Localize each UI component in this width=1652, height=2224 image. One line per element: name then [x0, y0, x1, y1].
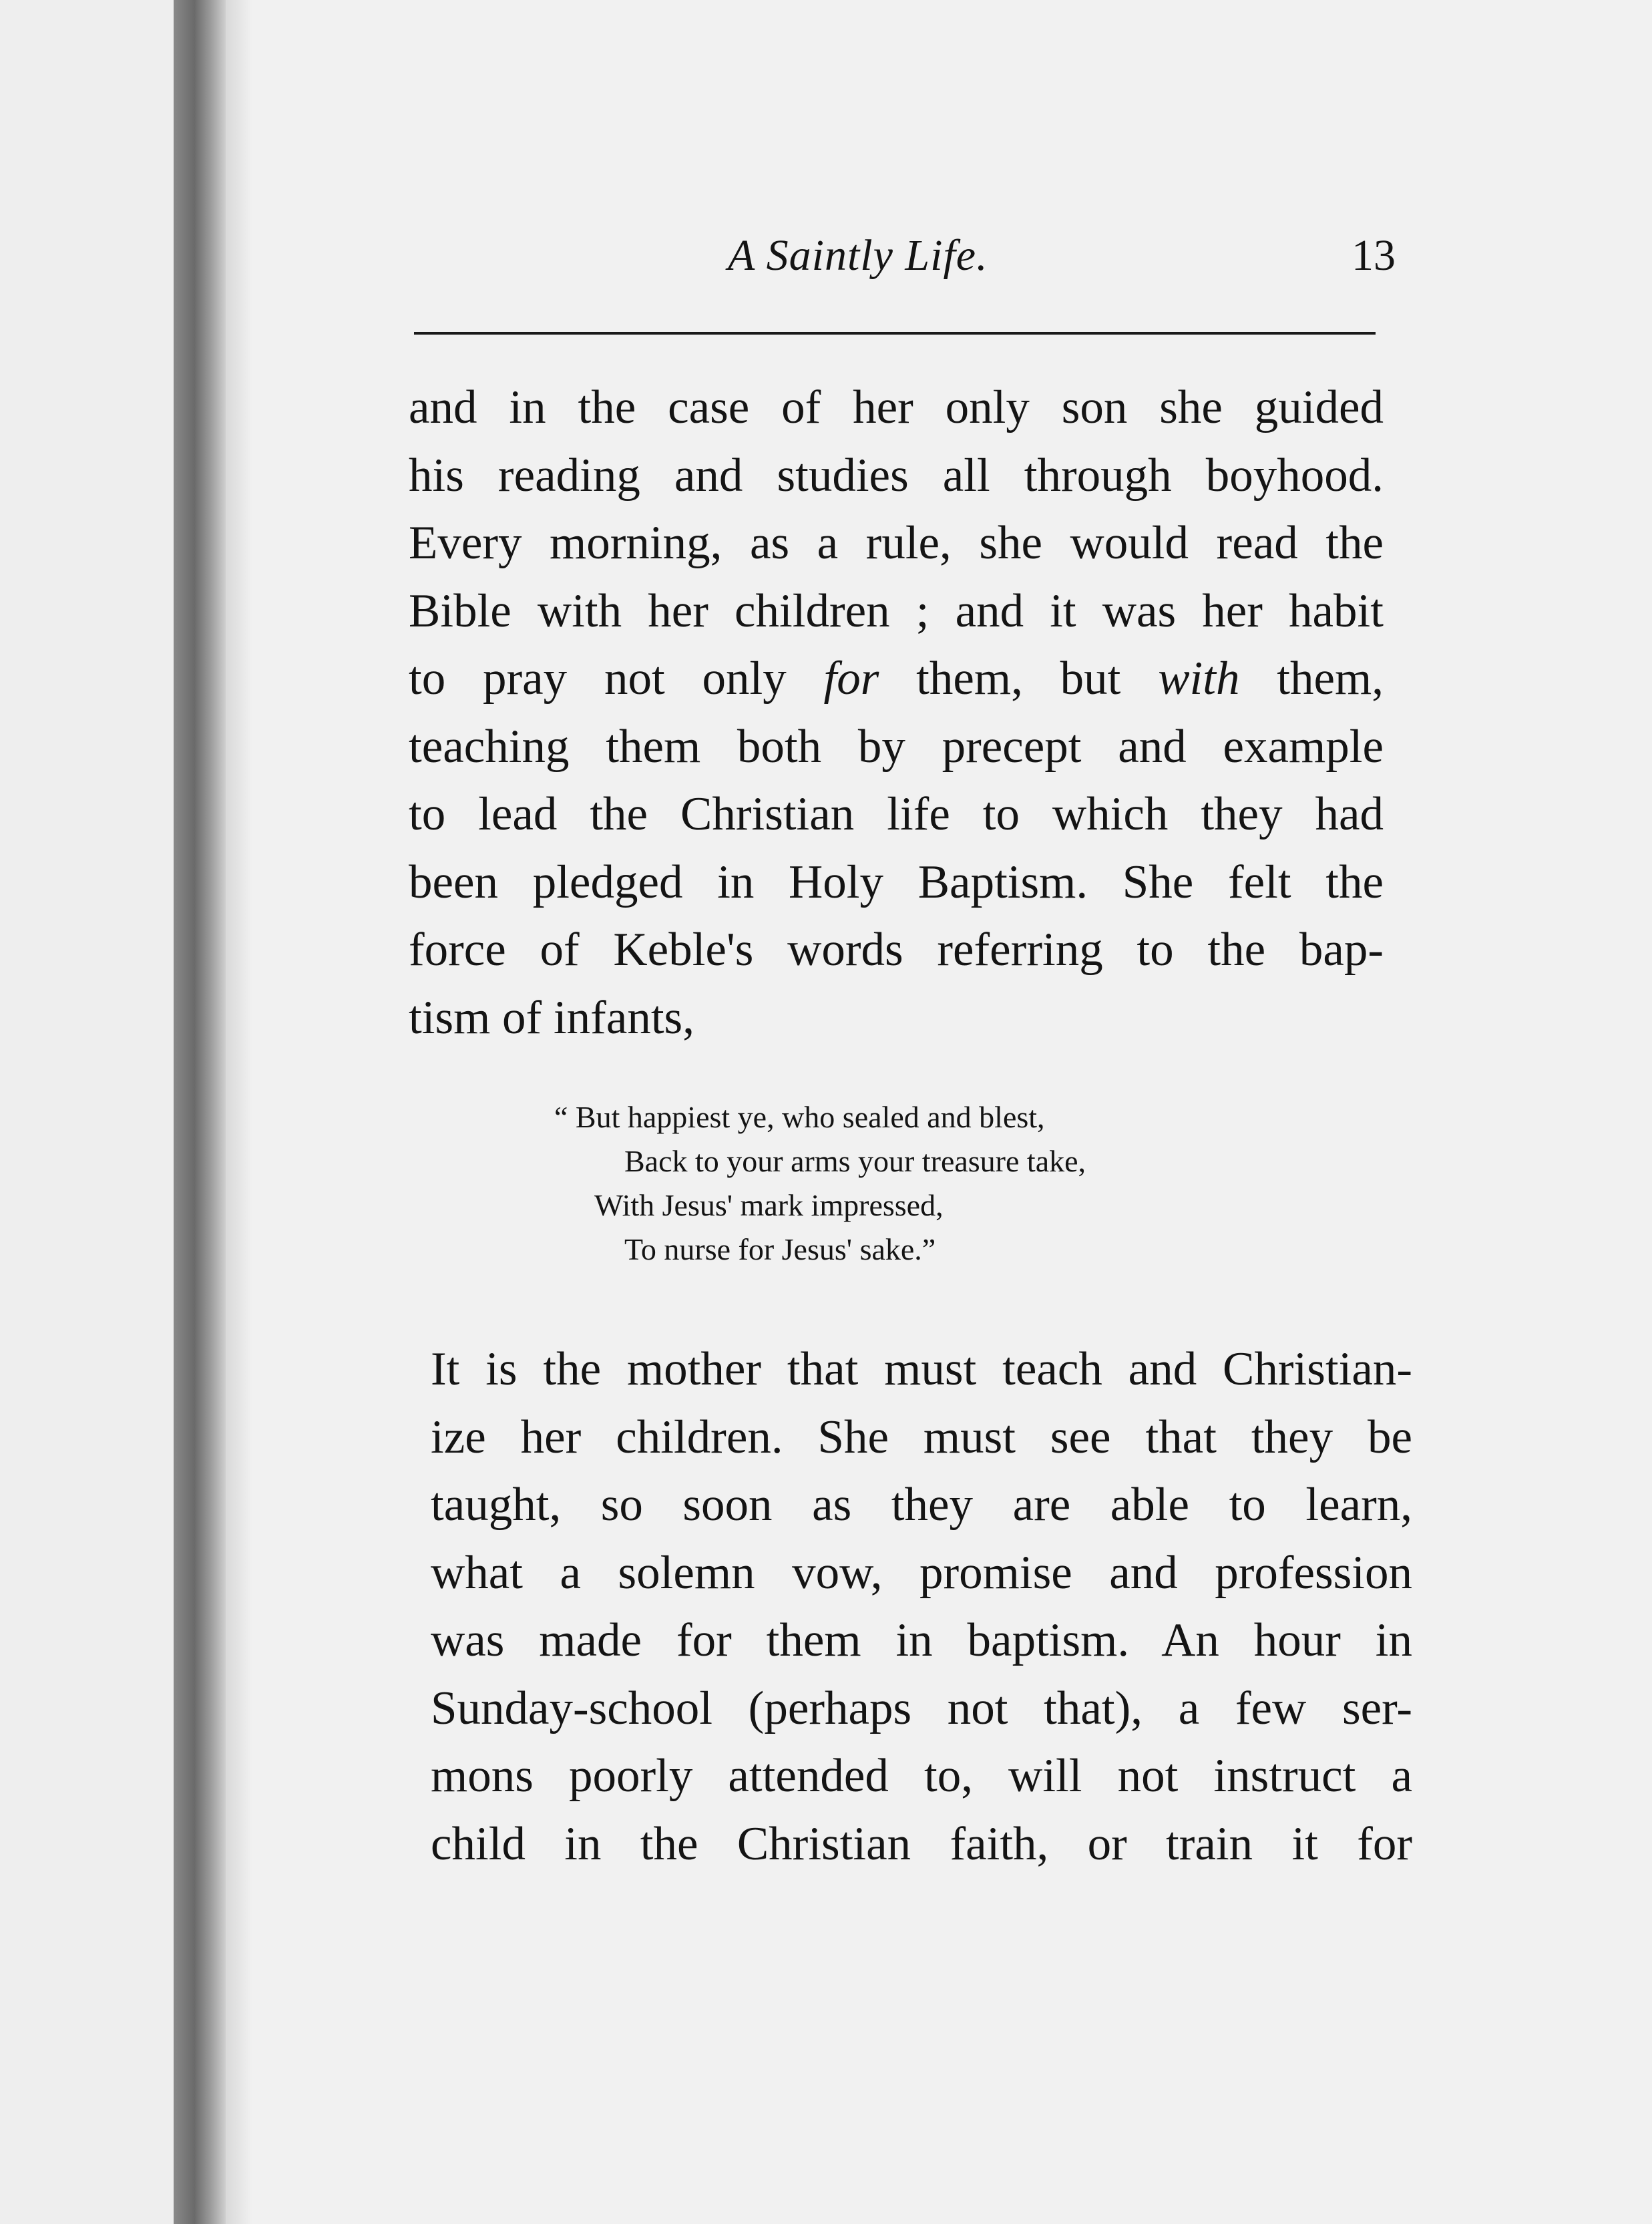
text-line: was made for them in baptism. An hour in: [431, 1614, 1412, 1666]
verse-line: Back to your arms your treasure take,: [624, 1144, 1086, 1178]
verse-line: “ But happiest ye, who sealed and blest,: [554, 1100, 1045, 1134]
text-line: Bible with her children ; and it was her habit: [409, 584, 1384, 637]
header-rule: [414, 332, 1376, 335]
text-line: Sunday-school (perhaps not that), a few ser-: [431, 1682, 1412, 1734]
text-line: to lead the Christian life to which they had: [409, 788, 1384, 840]
gutter-shadow: [226, 0, 252, 2224]
text-line: tism of infants,: [409, 991, 694, 1044]
text-line: force of Keble's words referring to the bap-: [409, 924, 1384, 976]
text-line: and in the case of her only son she guided: [409, 381, 1384, 433]
text-line: teaching them both by precept and example: [409, 720, 1384, 773]
verse-quotation: [554, 1095, 1222, 1272]
text-line-with-italics: [409, 645, 1384, 713]
running-header: [407, 230, 1396, 291]
text-line: child in the Christian faith, or train it for: [431, 1817, 1412, 1870]
italic-with: with: [1158, 653, 1240, 705]
text-line: taught, so soon as they are able to learn,: [431, 1479, 1412, 1531]
text-line: Every morning, as a rule, she would read the: [409, 517, 1384, 569]
italic-for: for: [823, 653, 879, 705]
text-line: what a solemn vow, promise and profession: [431, 1546, 1412, 1599]
text-line: ize her children. She must see that they be: [431, 1411, 1412, 1463]
page-number: 13: [1352, 231, 1396, 280]
text-line: his reading and studies all through boyhood.: [409, 449, 1384, 502]
text-fragment: them, but: [916, 653, 1121, 705]
text-fragment: them,: [1277, 653, 1384, 705]
book-gutter: [174, 0, 226, 2224]
paragraph-1: [409, 374, 1384, 1052]
scan-left-margin: [0, 0, 174, 2224]
text-line: been pledged in Holy Baptism. She felt the: [409, 856, 1384, 908]
paragraph-2: [431, 1336, 1412, 1878]
verse-line: With Jesus' mark impressed,: [594, 1188, 944, 1222]
verse-line: To nurse for Jesus' sake.”: [624, 1232, 936, 1266]
text-fragment: to pray not only: [409, 653, 787, 705]
text-line: mons poorly attended to, will not instruct a: [431, 1750, 1412, 1802]
running-title: A Saintly Life.: [728, 231, 988, 280]
text-line: It is the mother that must teach and Christian-: [431, 1343, 1412, 1395]
